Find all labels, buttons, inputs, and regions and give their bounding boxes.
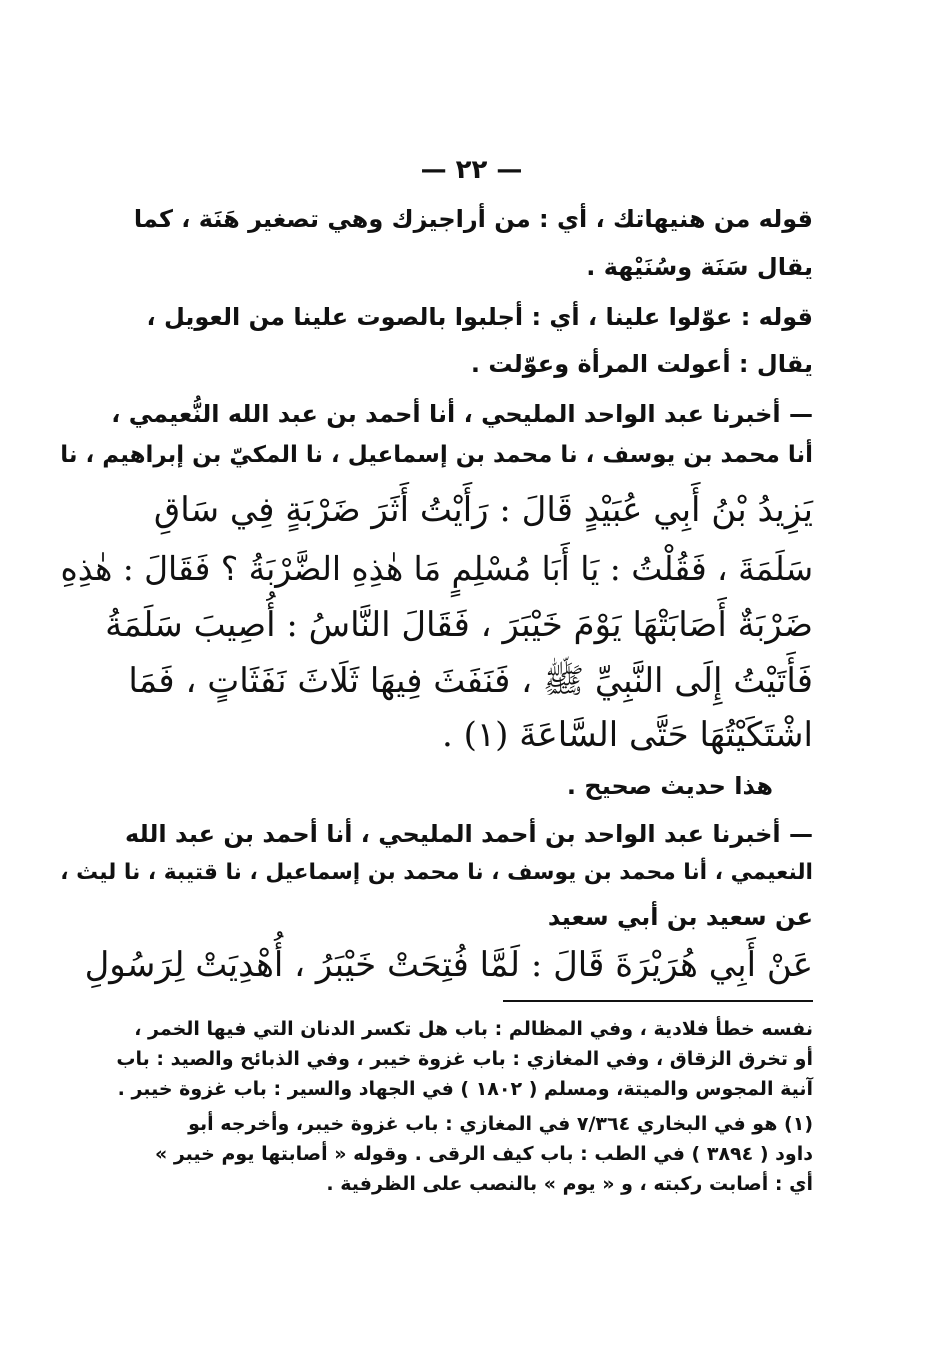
- isnad-line-1: — أخبرنا عبد الواحد المليحي ، أنا أحمد بن عبد الله النُّعيمي ،: [111, 400, 813, 428]
- footnote-line-6: أي : أصابت ركبته ، و « يوم » بالنصب على الظرفية .: [326, 1173, 813, 1195]
- isnad-line-2: أنا محمد بن يوسف ، نا محمد بن إسماعيل ، نا المكيّ بن إبراهيم ، نا: [60, 442, 813, 468]
- isnad2-line-3: عن سعيد بن أبي سعيد: [547, 903, 813, 931]
- footnote-line-4: (١) هو في البخاري ٧/٣٦٤ في المغازي : باب غزوة خيبر، وأخرجه أبو: [188, 1113, 813, 1135]
- hadith-line-3: ضَرْبَةٌ أَصَابَتْهَا يَوْمَ خَيْبَرَ ، فَقَالَ النَّاسُ : أُصِيبَ سَلَمَةُ: [105, 605, 813, 645]
- footnote-separator: [503, 1000, 813, 1002]
- hadith-line-1: يَزِيدُ بْنُ أَبِي عُبَيْدٍ قَالَ : رَأَيْتُ أَثَرَ ضَرْبَةٍ فِي سَاقِ: [153, 490, 813, 530]
- footnote-line-5: داود ( ٣٨٩٤ ) في الطب : باب كيف الرقى . وقوله « أصابتها يوم خيبر »: [154, 1143, 813, 1165]
- footnote-line-3: آنية المجوس والميتة، ومسلم ( ١٨٠٢ ) في الجهاد والسير : باب غزوة خيبر .: [117, 1078, 813, 1100]
- commentary-line-3: قوله : عوّلوا علينا ، أي : أجلبوا بالصوت علينا من العويل ،: [146, 303, 813, 331]
- isnad2-line-1: — أخبرنا عبد الواحد بن أحمد المليحي ، أنا أحمد بن عبد الله: [125, 820, 813, 848]
- hadith-line-2: سَلَمَةَ ، فَقُلْتُ : يَا أَبَا مُسْلِمٍ مَا هٰذِهِ الضَّرْبَةُ ؟ فَقَالَ : هٰذِهِ: [60, 550, 813, 588]
- hadith2-line-1: عَنْ أَبِي هُرَيْرَةَ قَالَ : لَمَّا فُتِحَتْ خَيْبَرُ ، أُهْدِيَتْ لِرَسُولِ: [84, 945, 813, 985]
- page-number: — ٢٢ —: [420, 155, 523, 185]
- footnote-line-1: نفسه خطأ فلادية ، وفي المظالم : باب هل تكسر الدنان التي فيها الخمر ،: [134, 1018, 813, 1040]
- commentary-line-1: قوله من هنيهاتك ، أي : من أراجيزك وهي تصغير هَنَة ، كما: [133, 205, 813, 233]
- commentary-line-4: يقال : أعولت المرأة وعوّلت .: [470, 350, 813, 378]
- footnote-line-2: أو تخرق الزقاق ، وفي المغازي : باب غزوة خيبر ، وفي الذبائح والصيد : باب: [116, 1048, 813, 1070]
- isnad2-line-2: النعيمي ، أنا محمد بن يوسف ، نا محمد بن إسماعيل ، نا قتيبة ، نا ليث ،: [60, 860, 813, 885]
- hadith-line-5: اشْتَكَيْتُهَا حَتَّى السَّاعَةَ (١) .: [442, 715, 813, 755]
- hadith-line-4: فَأَتَيْتُ إِلَى النَّبِيِّ ﷺ ، فَنَفَثَ فِيهَا ثَلَاثَ نَفَثَاتٍ ، فَمَا: [128, 661, 813, 701]
- hadith-grade: هذا حديث صحيح .: [566, 772, 773, 800]
- commentary-line-2: يقال سَنَة وسُنَيْهة .: [586, 253, 813, 281]
